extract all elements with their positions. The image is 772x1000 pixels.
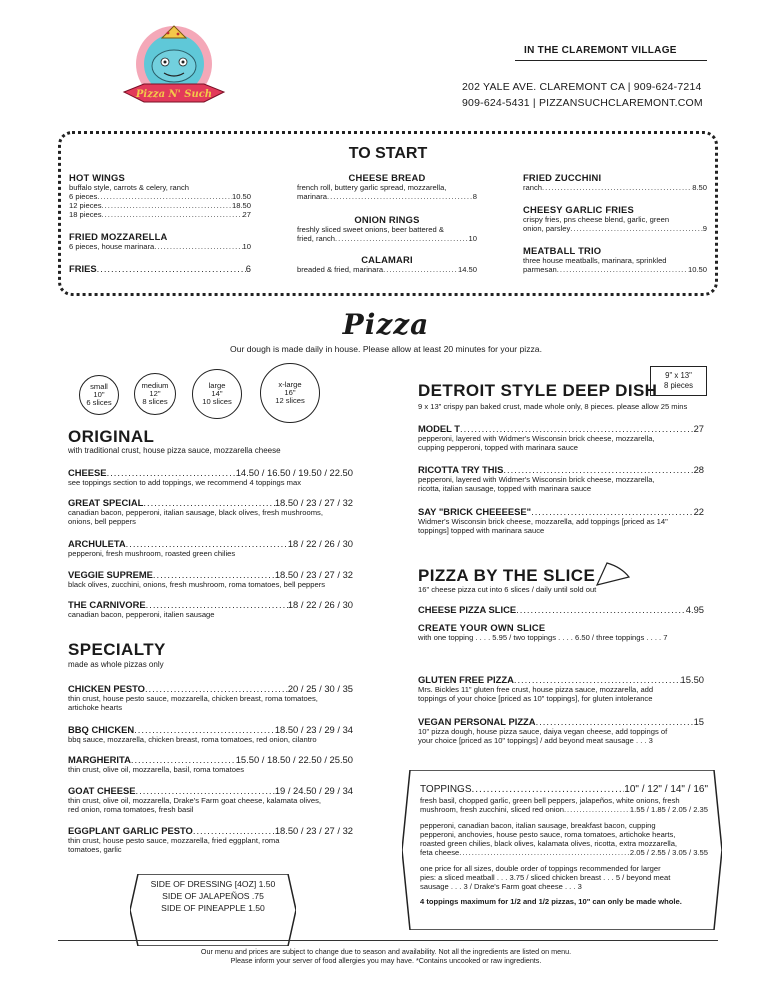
item-name: GLUTEN FREE PIZZA <box>418 674 514 685</box>
calamari-name: CALAMARI <box>361 254 413 265</box>
item-desc: ricotta, italian sausage, topped with marinara sauce <box>418 484 592 493</box>
menu-item-cheese-slice <box>418 604 704 615</box>
item-desc: toppings of your choice [priced as 10" toppings], for gluten intolerance <box>418 694 653 703</box>
pizza-slice-icon <box>595 561 631 587</box>
item-desc: thin crust, house pesto sauce, mozzarella, chicken breast, roma tomatoes, <box>68 694 318 703</box>
toppings-meat-price: 2.05 / 2.55 / 3.05 / 3.55 <box>629 848 708 857</box>
menu-item-veggie-supreme <box>68 569 353 589</box>
menu-item-chicken-pesto <box>68 683 353 712</box>
item-name: BBQ CHICKEN <box>68 724 135 735</box>
toppings-limit-note: 4 toppings maximum for 1/2 and 1/2 pizzas, 10" can only be made whole. <box>420 897 682 906</box>
tagline: IN THE CLAREMONT VILLAGE <box>524 45 677 56</box>
calamari-price: 14.50 <box>457 265 477 274</box>
item-price: 28 <box>693 464 704 475</box>
hot-wings-desc: buffalo style, carrots & celery, ranch <box>69 183 190 192</box>
item-name: VEGAN PERSONAL PIZZA <box>418 716 536 727</box>
fries-item <box>69 263 251 274</box>
original-subtitle: with traditional crust, house pizza sauce, mozzarella cheese <box>68 446 281 455</box>
toppings-sizes: 10" / 12" / 14" / 16" <box>624 784 708 795</box>
item-price: 18 / 22 / 26 / 30 <box>287 538 353 549</box>
item-name: EGGPLANT GARLIC PESTO <box>68 825 193 836</box>
detroit-title: DETROIT STYLE DEEP DISH <box>418 381 658 400</box>
size-circle-small: small 10" 6 slices <box>79 375 119 415</box>
item-name: MODEL T <box>418 423 461 434</box>
address-line-1: 202 YALE AVE. CLAREMONT CA | 909-624-7214 <box>462 81 702 93</box>
item-name: CHICKEN PESTO <box>68 683 145 694</box>
menu-item-gluten-free <box>418 674 704 703</box>
fries-price: 6 <box>245 263 251 274</box>
item-name: SAY "BRICK CHEEEESE" <box>418 506 532 517</box>
item-desc: thin crust, olive oil, mozzarella, basil, roma tomatoes <box>68 765 244 774</box>
cheesy-garlic-fries-price: 9 <box>702 224 707 233</box>
side-pineapple: SIDE OF PINEAPPLE 1.50 <box>161 903 265 913</box>
item-price: 15.50 / 18.50 / 22.50 / 25.50 <box>235 754 353 765</box>
item-desc: black olives, zucchini, onions, fresh mushroom, roma tomatoes, bell peppers <box>68 580 326 589</box>
item-name: CHEESE <box>68 467 107 478</box>
item-price: 19 / 24.50 / 29 / 34 <box>274 785 353 796</box>
item-price: 4.95 <box>685 604 704 615</box>
cheese-bread-desc: french roll, buttery garlic spread, mozzarella, <box>297 183 447 192</box>
item-name: GREAT SPECIAL <box>68 497 144 508</box>
item-desc: pepperoni, layered with Widmer's Wisconsin brick cheese, mozzarella, <box>418 434 655 443</box>
hot-wings-option: 12 pieces ..... 18.50 <box>69 201 251 210</box>
item-price: 15.50 <box>680 674 704 685</box>
pizza-subtitle: Our dough is made daily in house. Please allow at least 20 minutes for your pizza. <box>230 344 542 354</box>
address-line-2: 909-624-5431 | PIZZANSUCHCLAREMONT.COM <box>462 97 703 109</box>
item-desc: your choice [priced as 10" toppings] / add beyond meat sausage . . . 3 <box>418 736 653 745</box>
item-price: 18 / 22 / 26 / 30 <box>287 599 353 610</box>
hot-wings-option: 6 pieces ..... 10.50 <box>69 192 251 201</box>
item-desc: pepperoni, layered with Widmer's Wisconsin brick cheese, mozzarella, <box>418 475 655 484</box>
meatball-trio-item: MEATBALL TRIO three house meatballs, marinara, sprinkled parmesan ..... 10.50 <box>523 245 707 274</box>
onion-rings-price: 10 <box>468 234 477 243</box>
detroit-size-box: 9" x 13" 8 pieces <box>650 366 707 396</box>
item-desc: pepperoni, fresh mushroom, roasted green chilies <box>68 549 236 558</box>
fried-mozzarella-item <box>69 231 251 251</box>
menu-item-ricotta-try-this <box>418 464 704 493</box>
onion-rings-name: ONION RINGS <box>354 214 420 225</box>
item-desc: 10" pizza dough, house pizza sauce, daiya vegan cheese, add toppings of <box>418 727 668 736</box>
item-name: MARGHERITA <box>68 754 131 765</box>
cheese-bread-price: 8 <box>472 192 477 201</box>
to-start-title: TO START <box>348 145 428 162</box>
fried-mozzarella-name: FRIED MOZZARELLA <box>69 231 168 242</box>
size-circle-x-large: x-large 16" 12 slices <box>260 363 320 423</box>
fried-zucchini-price: 8.50 <box>692 183 707 192</box>
pizza-title: Pizza <box>342 308 430 341</box>
item-desc: tomatoes, garlic <box>68 845 122 854</box>
item-desc: see toppings section to add toppings, we recommend 4 toppings max <box>68 478 302 487</box>
item-desc: cupping pepperoni, topped with marinara sauce <box>418 443 578 452</box>
size-circle-large: large 14" 10 slices <box>192 369 242 419</box>
menu-item-bbq-chicken <box>68 724 353 744</box>
detroit-subtitle: 9 x 13" crispy pan baked crust, made whole only, 8 pieces. please allow 25 mins <box>418 402 688 411</box>
item-price: 18.50 / 23 / 27 / 32 <box>274 825 353 836</box>
cheesy-garlic-fries-name: CHEESY GARLIC FRIES <box>523 204 634 215</box>
cheesy-garlic-fries-item: CHEESY GARLIC FRIES crispy fries, pns cheese blend, garlic, green onion, parsley ..... 9 <box>523 204 707 233</box>
menu-item-the-carnivore <box>68 599 353 619</box>
fried-zucchini-item <box>523 172 707 192</box>
item-name: RICOTTA TRY THIS <box>418 464 504 475</box>
meatball-trio-name: MEATBALL TRIO <box>523 245 602 256</box>
item-desc: artichoke hearts <box>68 703 123 712</box>
hot-wings-option: 18 pieces ..... 27 <box>69 210 251 219</box>
item-price: 22 <box>693 506 704 517</box>
item-desc: Mrs. Bickles 11" gluten free crust, house pizza sauce, mozzarella, add <box>418 685 654 694</box>
meatball-trio-desc: three house meatballs, marinara, sprinkled <box>523 256 667 265</box>
item-desc: red onion, roma tomatoes, fresh basil <box>68 805 194 814</box>
calamari-item <box>297 254 477 274</box>
fried-zucchini-name: FRIED ZUCCHINI <box>523 172 602 183</box>
fried-zucchini-desc: ranch <box>523 183 542 192</box>
menu-item-model-t <box>418 423 704 452</box>
item-name: GOAT CHEESE <box>68 785 136 796</box>
item-desc: with one topping . . . . 5.95 / two toppings . . . . 6.50 / three toppings . . . . 7 <box>418 633 668 642</box>
toppings-meat-list: pepperoni, canadian bacon, italian sausage, breakfast bacon, cupping <box>420 821 656 830</box>
item-desc: thin crust, olive oil, mozzarella, Drake's Farm goat cheese, kalamata olives, <box>68 796 321 805</box>
onion-rings-item: ONION RINGS freshly sliced sweet onions, beer battered & fried, ranch ..... 10 <box>297 214 477 243</box>
item-name: VEGGIE SUPREME <box>68 569 153 580</box>
size-circle-medium: medium 12" 8 slices <box>134 373 176 415</box>
meatball-trio-price: 10.50 <box>687 265 707 274</box>
item-name: CHEESE PIZZA SLICE <box>418 604 517 615</box>
item-desc: toppings] topped with marinara sauce <box>418 526 545 535</box>
onion-rings-desc: freshly sliced sweet onions, beer battered & <box>297 225 444 234</box>
side-dressing: SIDE OF DRESSING [4OZ] 1.50 <box>150 879 276 889</box>
toppings-note: one price for all sizes, double order of toppings recommended for larger <box>420 864 661 873</box>
item-price: 18.50 / 23 / 27 / 32 <box>274 497 353 508</box>
toppings-section: TOPPINGS ..... 10" / 12" / 14" / 16" fresh basil, chopped garlic, green bell peppers, jalapeños, white onions, fresh mushroom, fresh zucchini, sliced red onion ..... 1.55 / 1.85 / 2.05 / 2.35 pepperoni, canadian bacon, italian sausage, breakfast bacon, cupping pepperoni, anchovies, house pesto sauce, roma tomatoes, artichoke hearts, roasted green chilies, black olives, kalamata olives, ricotta, extra mozzarella, feta cheese ..... 2.05 / 2.55 / 3.05 / 3.55 one price for all sizes, double order of toppings recommended for larger pies: a sliced meatball . . . 3.75 / sliced chicken breast . . . 5 / beyond meat sausage . . . 3 / Drake's Farm goat cheese . . . 3 4 toppings maximum for 1/2 and 1/2 pizzas, 10" can only be made whole. <box>420 784 708 906</box>
item-name: ARCHULETA <box>68 538 126 549</box>
slice-title: PIZZA BY THE SLICE <box>418 566 596 585</box>
item-desc: thin crust, house pesto sauce, mozzarella, fried eggplant, roma <box>68 836 280 845</box>
menu-item-create-your-own-slice <box>418 622 704 642</box>
item-name: THE CARNIVORE <box>68 599 146 610</box>
menu-item-say-brick-cheese <box>418 506 704 535</box>
footer-divider <box>58 940 718 941</box>
original-title: ORIGINAL <box>68 427 155 446</box>
menu-item-margherita <box>68 754 353 774</box>
menu-item-great-special <box>68 497 353 526</box>
item-price: 27 <box>693 423 704 434</box>
item-desc: bbq sauce, mozzarella, chicken breast, roma tomatoes, red onion, cilantro <box>68 735 317 744</box>
menu-item-eggplant-garlic-pesto <box>68 825 353 854</box>
item-price: 15 <box>693 716 704 727</box>
to-start-section <box>58 131 718 296</box>
tagline-divider <box>515 60 707 61</box>
hot-wings-item <box>69 172 251 219</box>
item-desc: Widmer's Wisconsin brick cheese, mozzarella, add toppings [priced as 14" <box>418 517 668 526</box>
menu-item-goat-cheese <box>68 785 353 814</box>
cheese-bread-name: CHEESE BREAD <box>348 172 426 183</box>
item-price: 18.50 / 23 / 29 / 34 <box>274 724 353 735</box>
sides-list <box>130 878 296 914</box>
menu-item-cheese <box>68 467 353 487</box>
fries-name: FRIES <box>69 263 97 274</box>
toppings-veg-price: 1.55 / 1.85 / 2.05 / 2.35 <box>629 805 708 814</box>
item-name: CREATE YOUR OWN SLICE <box>418 622 546 633</box>
pizza-n-such-logo <box>118 22 230 112</box>
item-price: 18.50 / 23 / 27 / 32 <box>274 569 353 580</box>
menu-item-archuleta <box>68 538 353 558</box>
calamari-desc: breaded & fried, marinara <box>297 265 384 274</box>
cheesy-garlic-fries-desc: crispy fries, pns cheese blend, garlic, green <box>523 215 670 224</box>
specialty-subtitle: made as whole pizzas only <box>68 660 164 669</box>
toppings-title: TOPPINGS <box>420 784 472 795</box>
fried-mozzarella-price: 10 <box>242 242 251 251</box>
item-price: 14.50 / 16.50 / 19.50 / 22.50 <box>235 467 353 478</box>
side-jalapenos: SIDE OF JALAPEÑOS .75 <box>162 891 264 901</box>
cheese-bread-item: CHEESE BREAD french roll, buttery garlic spread, mozzarella, marinara ..... 8 <box>297 172 477 201</box>
item-desc: canadian bacon, pepperoni, italien sausage <box>68 610 215 619</box>
specialty-title: SPECIALTY <box>68 640 166 659</box>
menu-item-vegan <box>418 716 704 745</box>
item-price: 20 / 25 / 30 / 35 <box>287 683 353 694</box>
fried-mozzarella-desc: 6 pieces, house marinara <box>69 242 155 251</box>
toppings-veg-list: fresh basil, chopped garlic, green bell peppers, jalapeños, white onions, fresh <box>420 796 680 805</box>
slice-subtitle: 16" cheese pizza cut into 6 slices / daily until sold out <box>418 585 597 594</box>
item-desc: canadian bacon, pepperoni, italian sausage, black olives, fresh mushrooms, <box>68 508 323 517</box>
footer-disclaimer: Our menu and prices are subject to change due to season and availability. Not all the ingredients are listed on menu. Please inform your server of food allergies you may have. *Contains uncooked or raw ingredients. <box>200 947 572 965</box>
svg-text:Pizza N' Such: Pizza N' Such <box>135 89 213 100</box>
hot-wings-name: HOT WINGS <box>69 172 125 183</box>
item-desc: onions, bell peppers <box>68 517 136 526</box>
